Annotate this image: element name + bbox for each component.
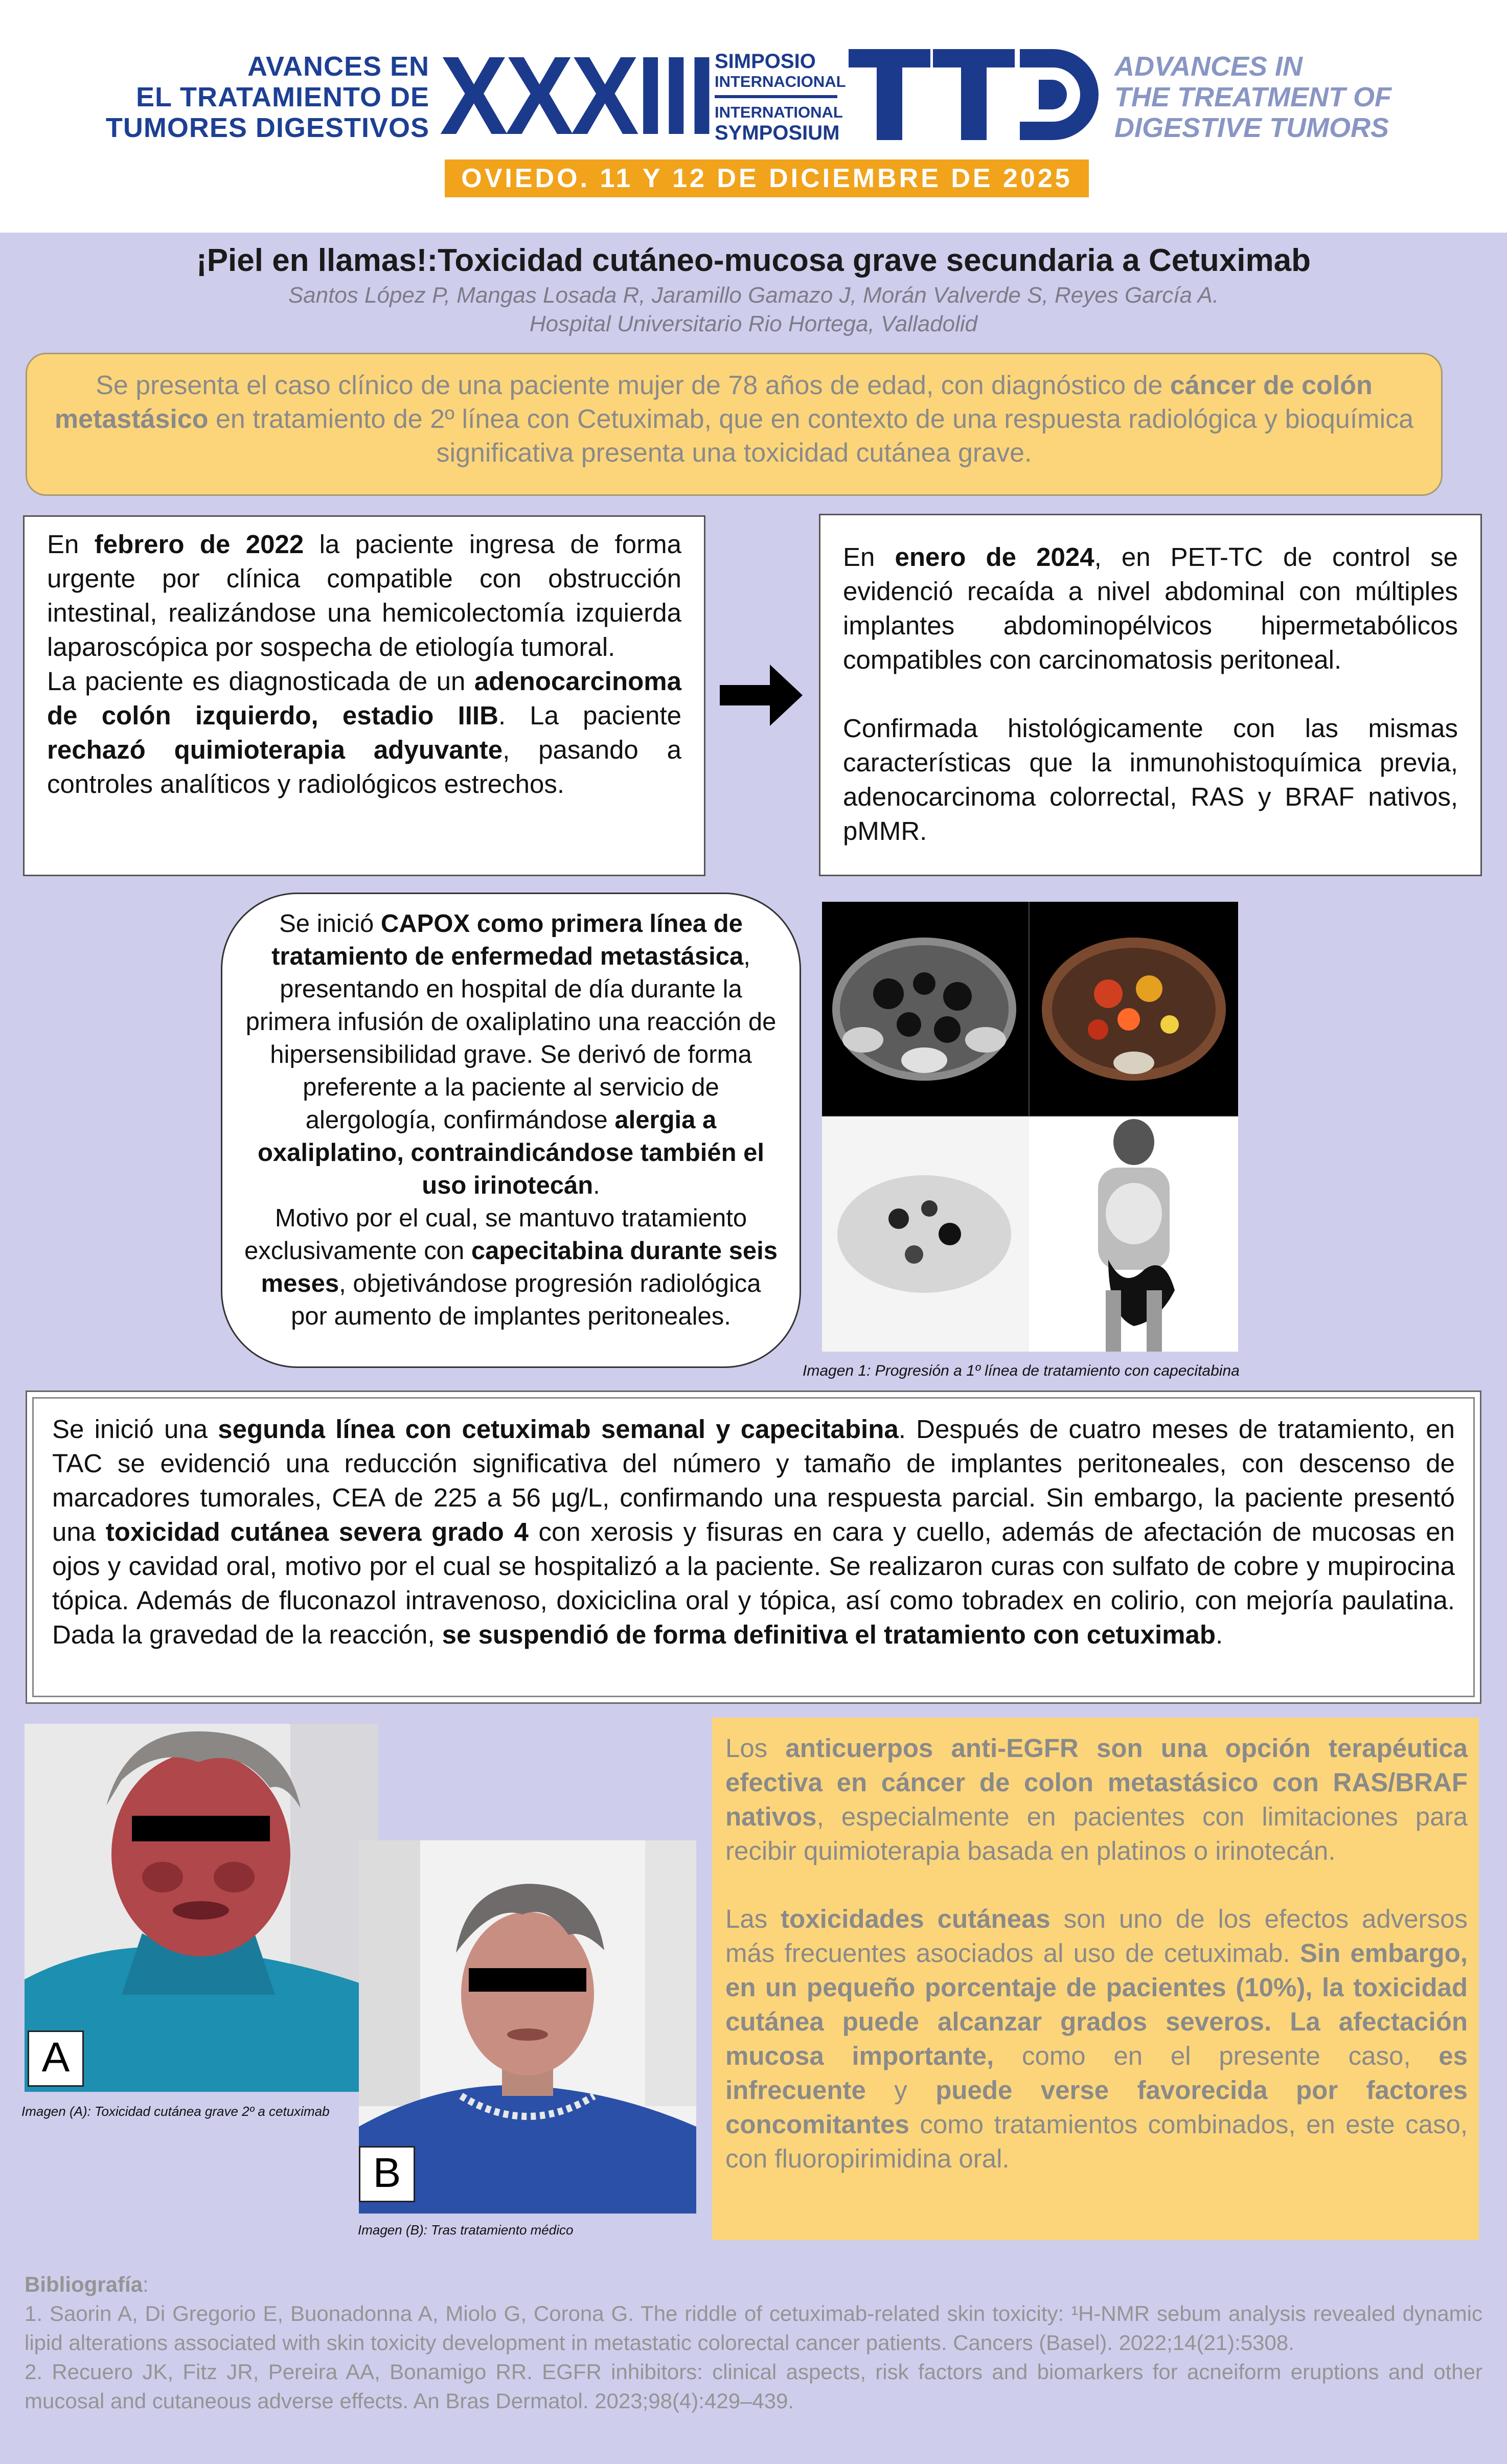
text: , pasando a controles analíticos y radiológicos estrechos.	[47, 735, 681, 798]
intro-text: en tratamiento de 2º línea con Cetuximab, que en contexto de una respuesta radiológica y bioquímica significativa presenta una toxicidad cutánea grave.	[208, 404, 1414, 468]
bold-text: alergia a oxaliplatino, contraindicándose también el uso irinotecán	[257, 1106, 765, 1199]
conclusion-box	[712, 1718, 1479, 2240]
bold-text: toxicidad cutánea severa grado 4	[105, 1517, 529, 1546]
bold-text: anticuerpos anti-EGFR son una opción terapéutica efectiva en cáncer de colon metastásico con RAS/BRAF nativos	[725, 1733, 1468, 1831]
symposium-label	[715, 50, 846, 144]
intro-box	[26, 353, 1443, 496]
header-left-line: AVANCES EN	[247, 51, 429, 82]
header-right-line: DIGESTIVE TUMORS	[1114, 112, 1389, 143]
text: como en el presente caso,	[994, 2041, 1439, 2070]
text: son uno de los efectos adversos más frecuentes asociados al uso de cetuximab.	[725, 1904, 1468, 1968]
text: . La paciente	[498, 701, 682, 730]
diagnosis-paragraph	[47, 664, 681, 801]
relapse-box	[819, 514, 1482, 876]
bold-text: adenocarcinoma de colón izquierdo, estadio IIIB	[47, 667, 681, 730]
bold-text: toxicidades cutáneas	[781, 1904, 1051, 1933]
text: En	[843, 542, 895, 572]
ttd-logo	[849, 49, 1099, 140]
conclusion-paragraph	[725, 1902, 1468, 2176]
bold-text: rechazó quimioterapia adyuvante	[47, 735, 503, 764]
conclusion-paragraph	[725, 1731, 1468, 1868]
relapse-paragraph	[843, 540, 1458, 677]
relapse-paragraph: Confirmada histológicamente con las mismas características que la inmunohistoquímica previa, adenocarcinoma colorrectal, RAS y BRAF nativos, pMMR.	[843, 714, 1458, 846]
photo-label-a: A	[28, 2030, 84, 2087]
poster-title: ¡Piel en llamas!:Toxicidad cutáneo-mucosa grave secundaria a Cetuximab	[196, 243, 1311, 278]
patient-photo-b	[359, 1840, 696, 2214]
bold-text: enero de 2024	[895, 542, 1094, 572]
text: , en PET-TC de control se evidenció recaída a nivel abdominal con múltiples implantes abdominopélvicos hipermetabólicos compatibles con carcinomatosis peritoneal.	[843, 542, 1458, 674]
intro-bold: cáncer de colón metastásico	[54, 371, 1373, 434]
international-word: INTERNATIONAL	[715, 103, 843, 121]
text: , presentando en hospital de día durante la primera infusión de oxaliplatino una reacción de hipersensibilidad grave. Se derivó de forma preferente a la paciente al servicio de alergología, confirmándose	[245, 943, 777, 1134]
text: En	[47, 530, 95, 559]
image1-caption: Imagen 1: Progresión a 1º línea de tratamiento con capecitabina	[803, 1362, 1240, 1379]
event-date-bar: OVIEDO. 11 Y 12 DE DICIEMBRE DE 2025	[445, 159, 1089, 197]
pet-ct-panels	[822, 902, 1238, 1352]
header-english-title	[1114, 51, 1431, 143]
symposium-divider	[715, 95, 837, 98]
pet-ct-image	[822, 902, 1238, 1352]
text: , objetivándose progresión radiológica por aumento de implantes peritoneales.	[291, 1270, 761, 1330]
bubble-paragraph	[243, 1202, 779, 1333]
bold-text: se suspendió de forma definitiva el tratamiento con cetuximab	[442, 1620, 1216, 1649]
bibliography-colon: :	[143, 2272, 149, 2296]
header-right-line: ADVANCES IN	[1114, 51, 1303, 82]
header-left-line: TUMORES DIGESTIVOS	[105, 112, 429, 143]
second-line-text	[32, 1397, 1475, 1697]
text: como tratamientos combinados, en este caso, con fluoropirimidina oral.	[725, 2110, 1468, 2173]
text: , especialmente en pacientes con limitaciones para recibir quimioterapia basada en platinos o irinotecán.	[725, 1802, 1468, 1865]
text: y	[865, 2075, 936, 2105]
simposio-word: SIMPOSIO	[715, 50, 816, 73]
bibliography-heading	[25, 2270, 1482, 2299]
text: La paciente es diagnosticada de un	[47, 667, 474, 696]
reference-item: 1. Saorin A, Di Gregorio E, Buonadonna A, Miolo G, Corona G. The riddle of cetuximab-related skin toxicity: ¹H-NMR sebum analysis revealed dynamic lipid alterations associated with skin toxicity development in metastatic colorectal cancer patients. Cancers (Basel). 2022;14(21):5308.	[25, 2301, 1482, 2355]
bold-text: puede verse favorecida por factores concomitantes	[725, 2075, 1468, 2139]
text: Las	[725, 1904, 781, 1933]
first-line-bubble	[221, 893, 801, 1368]
second-line-box	[26, 1390, 1481, 1704]
text: .	[1216, 1620, 1223, 1649]
text: con xerosis y fisuras en cara y cuello, además de afectación de mucosas en ojos y cavidad oral, motivo por el cual se hospitalizó a la paciente. Se realizaron curas con sulfato de cobre y mupirocina tópica. Además de fluconazol intravenoso, doxiciclina oral y tópica, así como tobradex en colirio, con mejoría paulatina. Dada la gravedad de la reacción,	[52, 1517, 1455, 1649]
right-arrow-icon	[720, 665, 803, 726]
text: la paciente ingresa de forma urgente por clínica compatible con obstrucción intestinal, realizándose una hemicolectomía izquierda laparoscópica por sospecha de etiología tumoral.	[47, 530, 681, 661]
authors-block	[0, 281, 1507, 338]
bold-text: segunda línea con cetuximab semanal y capecitabina	[218, 1414, 899, 1444]
bold-text: febrero de 2022	[94, 530, 304, 559]
bubble-paragraph	[243, 907, 779, 1202]
patient-photo-a	[25, 1724, 378, 2092]
bold-text: capecitabina durante seis meses	[261, 1237, 778, 1297]
reference-item: 2. Recuero JK, Fitz JR, Pereira AA, Bonamigo RR. EGFR inhibitors: clinical aspects, risk factors and biomarkers for acneiform eruptions and other mucosal and cutaneous adverse effects. An Bras Dermatol. 2023;98(4):429–439.	[25, 2360, 1482, 2413]
text: Los	[725, 1733, 786, 1763]
spacer	[725, 1868, 1468, 1902]
header-right-line: THE TREATMENT OF	[1114, 82, 1391, 112]
authors: Santos López P, Mangas Losada R, Jaramillo Gamazo J, Morán Valverde S, Reyes García A.	[288, 283, 1219, 308]
header-left-line: EL TRATAMIENTO DE	[135, 82, 429, 112]
symposium-word: SYMPOSIUM	[715, 122, 840, 144]
photo-label-b: B	[359, 2146, 415, 2202]
intro-text: Se presenta el caso clínico de una paciente mujer de 78 años de edad, con diagnóstico de	[96, 371, 1170, 400]
text: Motivo por el cual, se mantuvo tratamiento exclusivamente con	[244, 1204, 747, 1265]
bold-text: Sin embargo, en un pequeño porcentaje de pacientes (10%), la toxicidad cutánea puede alcanzar grados severos. La afectación mucosa importante,	[725, 1938, 1468, 2070]
text: Se inició una	[52, 1414, 218, 1444]
bold-text: es infrecuente	[725, 2041, 1468, 2105]
header-banner	[0, 0, 1507, 233]
bold-text: CAPOX como primera línea de tratamiento de enfermedad metastásica	[271, 910, 744, 970]
diagnosis-box	[23, 515, 705, 876]
bibliography	[25, 2270, 1482, 2415]
bibliography-title: Bibliografía	[25, 2272, 143, 2296]
photo-b-caption: Imagen (B): Tras tratamiento médico	[358, 2222, 574, 2238]
header-spanish-title	[92, 51, 429, 143]
text: Se inició	[279, 910, 381, 938]
edition-number: XXXIII	[440, 34, 714, 158]
photo-a-caption: Imagen (A): Toxicidad cutánea grave 2º a cetuximab	[21, 2104, 330, 2119]
text: .	[593, 1172, 600, 1199]
institution: Hospital Universitario Rio Hortega, Valladolid	[529, 311, 978, 336]
internacional-word: INTERNACIONAL	[715, 73, 846, 90]
diagnosis-paragraph	[47, 527, 681, 664]
text: . Después de cuatro meses de tratamiento, en TAC se evidenció una reducción significativa del número y tamaño de implantes peritoneales, con descenso de marcadores tumorales, CEA de 225 a 56 µg/L, confirmando una respuesta parcial. Sin embargo, la paciente presentó una	[52, 1414, 1455, 1546]
